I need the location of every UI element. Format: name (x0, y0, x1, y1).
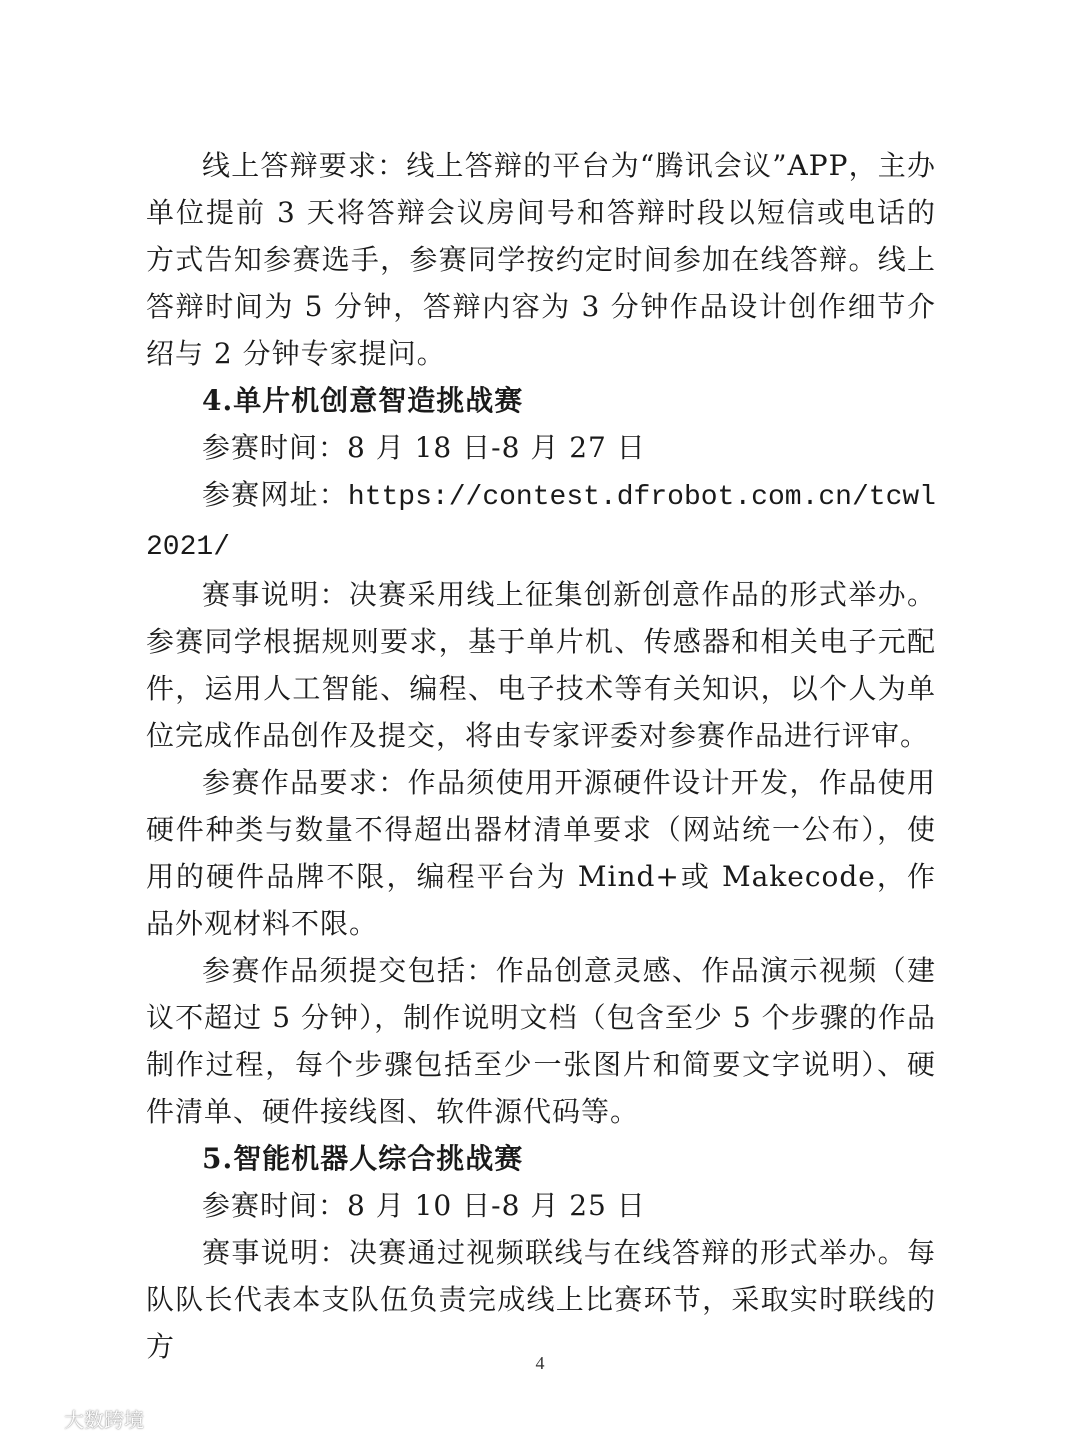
paragraph-mcu-submission: 参赛作品须提交包括：作品创意灵感、作品演示视频（建议不超过 5 分钟），制作说明文档（包含至少 5 个步骤的作品制作过程，每个步骤包括至少一张图片和简要文字说明）、硬件清单、硬件接线图、软件源代码等。 (146, 954, 936, 1128)
page-number: 4 (535, 1353, 545, 1373)
document-body (146, 142, 936, 1370)
paragraph-robot-time: 参赛时间：8 月 10 日-8 月 25 日 (202, 1189, 646, 1222)
section-heading-robot-challenge: 5.智能机器人综合挑战赛 (202, 1142, 524, 1175)
contest-url-link[interactable]: https://contest.dfrobot.com.cn/tcwl2021/ (146, 482, 936, 563)
url-label: 参赛网址： (202, 478, 348, 511)
paragraph-online-defense-requirements: 线上答辩要求：线上答辩的平台为“腾讯会议”APP，主办单位提前 3 天将答辩会议房间号和答辩时段以短信或电话的方式告知参赛选手，参赛同学按约定时间参加在线答辩。线上答辩时间为 5 分钟，答辩内容为 3 分钟作品设计创作细节介绍与 2 分钟专家提问。 (146, 149, 936, 370)
chat-bubble-logo-icon (12, 1406, 58, 1432)
section-heading-mcu-challenge: 4.单片机创意智造挑战赛 (202, 384, 524, 417)
paragraph-mcu-work-requirements: 参赛作品要求：作品须使用开源硬件设计开发，作品使用硬件种类与数量不得超出器材清单要求（网站统一公布），使用的硬件品牌不限，编程平台为 Mind+或 Makecode，作品外观材料不限。 (146, 766, 936, 940)
paragraph-robot-description: 赛事说明：决赛通过视频联线与在线答辩的形式举办。每队队长代表本支队伍负责完成线上比赛环节，采取实时联线的方 (146, 1236, 936, 1363)
watermark-text: 大数跨境 (64, 1408, 144, 1432)
paragraph-mcu-description: 赛事说明：决赛采用线上征集创新创意作品的形式举办。参赛同学根据规则要求，基于单片机、传感器和相关电子元配件，运用人工智能、编程、电子技术等有关知识，以个人为单位完成作品创作及提交，将由专家评委对参赛作品进行评审。 (146, 578, 936, 752)
paragraph-mcu-url (146, 471, 936, 571)
watermark (12, 1404, 144, 1433)
paragraph-mcu-time: 参赛时间：8 月 18 日-8 月 27 日 (202, 431, 646, 464)
